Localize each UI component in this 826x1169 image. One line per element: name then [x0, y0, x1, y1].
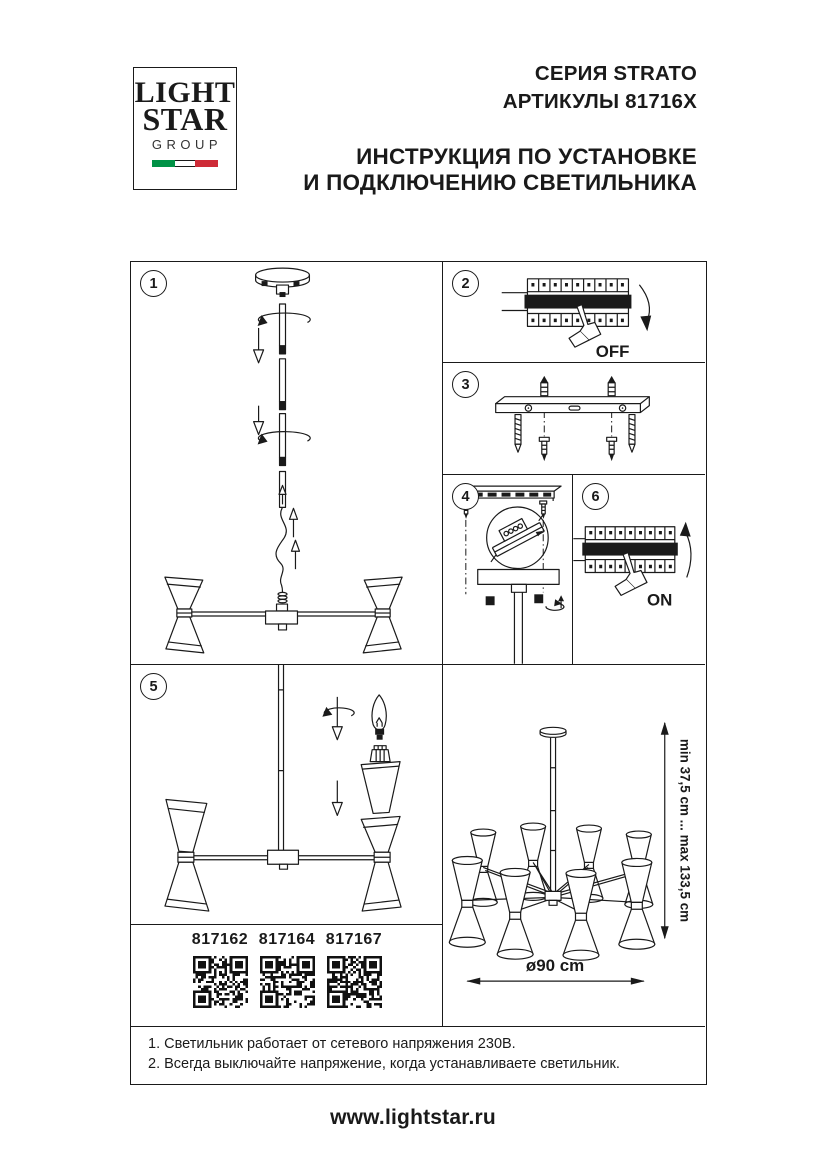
step-4-badge: 4	[452, 483, 479, 510]
step-6-badge: 6	[582, 483, 609, 510]
lightstar-logo	[133, 67, 237, 190]
socket-cup	[370, 746, 390, 762]
shade	[165, 577, 204, 653]
up-arrow-icon	[289, 508, 297, 537]
on-label: ON	[646, 590, 673, 610]
shade-cone	[361, 762, 400, 814]
height-dimension	[661, 722, 693, 939]
step-3-panel	[443, 363, 705, 475]
notes-panel	[131, 1027, 705, 1083]
shade	[361, 816, 401, 911]
threaded-screw	[515, 415, 521, 453]
zoom-circle	[487, 507, 549, 569]
down-arrow-icon	[254, 406, 264, 435]
off-label: OFF	[595, 342, 630, 362]
flag-green	[152, 160, 175, 167]
rotate-arrow-icon	[322, 707, 354, 717]
qr-code	[193, 956, 248, 1008]
step-6-panel	[573, 475, 705, 665]
flag-white	[175, 160, 194, 167]
hub	[545, 891, 561, 905]
article-number: 817162	[191, 931, 249, 948]
step-3-drawing	[443, 363, 705, 474]
ceiling-canopy	[256, 268, 310, 297]
articles-title: АРТИКУЛЫ 81716X	[502, 90, 697, 113]
article-number: 817167	[325, 931, 383, 948]
note-2: 2. Всегда выключайте напряжение, когда устанавливаете светильник.	[148, 1055, 620, 1072]
threaded-screw	[629, 415, 635, 453]
down-arrow-icon	[332, 697, 342, 740]
chandelier-frame	[194, 665, 374, 869]
bulb-icon	[372, 695, 386, 740]
screw	[607, 437, 617, 461]
qr-item	[251, 931, 323, 1008]
step-5-badge: 5	[140, 673, 167, 700]
qr-codes-panel	[131, 925, 443, 1027]
screw	[540, 501, 547, 519]
ceiling-canopy	[540, 727, 566, 737]
diameter-label: ø90 cm	[525, 956, 585, 976]
qr-code	[327, 956, 382, 1008]
rotate-arrow-icon	[546, 595, 564, 610]
instruction-grid	[130, 261, 707, 1085]
final-chandelier-drawing	[443, 665, 705, 1026]
step-2-drawing	[443, 262, 705, 362]
doc-title-line1: ИНСТРУКЦИЯ ПО УСТАНОВКЕ	[356, 144, 697, 169]
square-nut	[534, 594, 543, 603]
shade	[363, 577, 402, 653]
document-header	[303, 60, 697, 196]
up-arrow-icon	[291, 540, 299, 569]
qr-item	[318, 931, 390, 1008]
logo-word-light: LIGHT	[134, 76, 236, 109]
article-number: 817164	[258, 931, 316, 948]
step-1-panel	[131, 262, 443, 665]
step-5-drawing	[131, 665, 442, 924]
screw	[539, 437, 549, 461]
diameter-dimension	[466, 956, 645, 984]
down-arrow-icon	[254, 328, 264, 363]
shade	[497, 868, 533, 959]
chandelier-frame	[192, 604, 375, 630]
down-arrow-icon	[332, 781, 342, 816]
step-5-panel	[131, 665, 443, 925]
flag-red	[195, 160, 218, 167]
curved-arrow-up-icon	[680, 522, 691, 578]
step-3-badge: 3	[452, 371, 479, 398]
telescopic-rod	[551, 738, 556, 892]
note-1: 1. Светильник работает от сетевого напряжения 230В.	[148, 1036, 516, 1052]
step-2-badge: 2	[452, 270, 479, 297]
square-nut	[486, 596, 495, 605]
curved-arrow-down-icon	[639, 285, 651, 332]
step-2-panel	[443, 262, 705, 363]
dimensions-panel	[443, 665, 705, 1027]
power-cable	[276, 507, 286, 592]
wall-anchor	[540, 376, 548, 396]
step-1-badge: 1	[140, 270, 167, 297]
step-1-drawing	[131, 262, 442, 664]
qr-code	[260, 956, 315, 1008]
canopy-plate	[478, 570, 559, 664]
logo-word-group: GROUP	[151, 137, 223, 152]
doc-title-line2: И ПОДКЛЮЧЕНИЮ СВЕТИЛЬНИКА	[303, 170, 697, 195]
rod-sections	[280, 304, 286, 507]
series-title: СЕРИЯ STRATO	[534, 62, 697, 85]
step-4-panel	[443, 475, 573, 665]
website-url: www.lightstar.ru	[330, 1106, 496, 1129]
circuit-breaker	[573, 527, 677, 573]
qr-item	[184, 931, 256, 1008]
logo-word-star: STAR	[142, 101, 228, 137]
mounting-bracket	[496, 397, 650, 413]
shade	[563, 869, 599, 960]
italian-flag-stripe	[152, 160, 218, 167]
height-range-label: min 37,5 cm ... max 133,5 cm	[677, 738, 693, 923]
wall-anchor	[608, 376, 616, 396]
cable-spring	[278, 592, 287, 602]
circuit-breaker	[502, 279, 632, 327]
